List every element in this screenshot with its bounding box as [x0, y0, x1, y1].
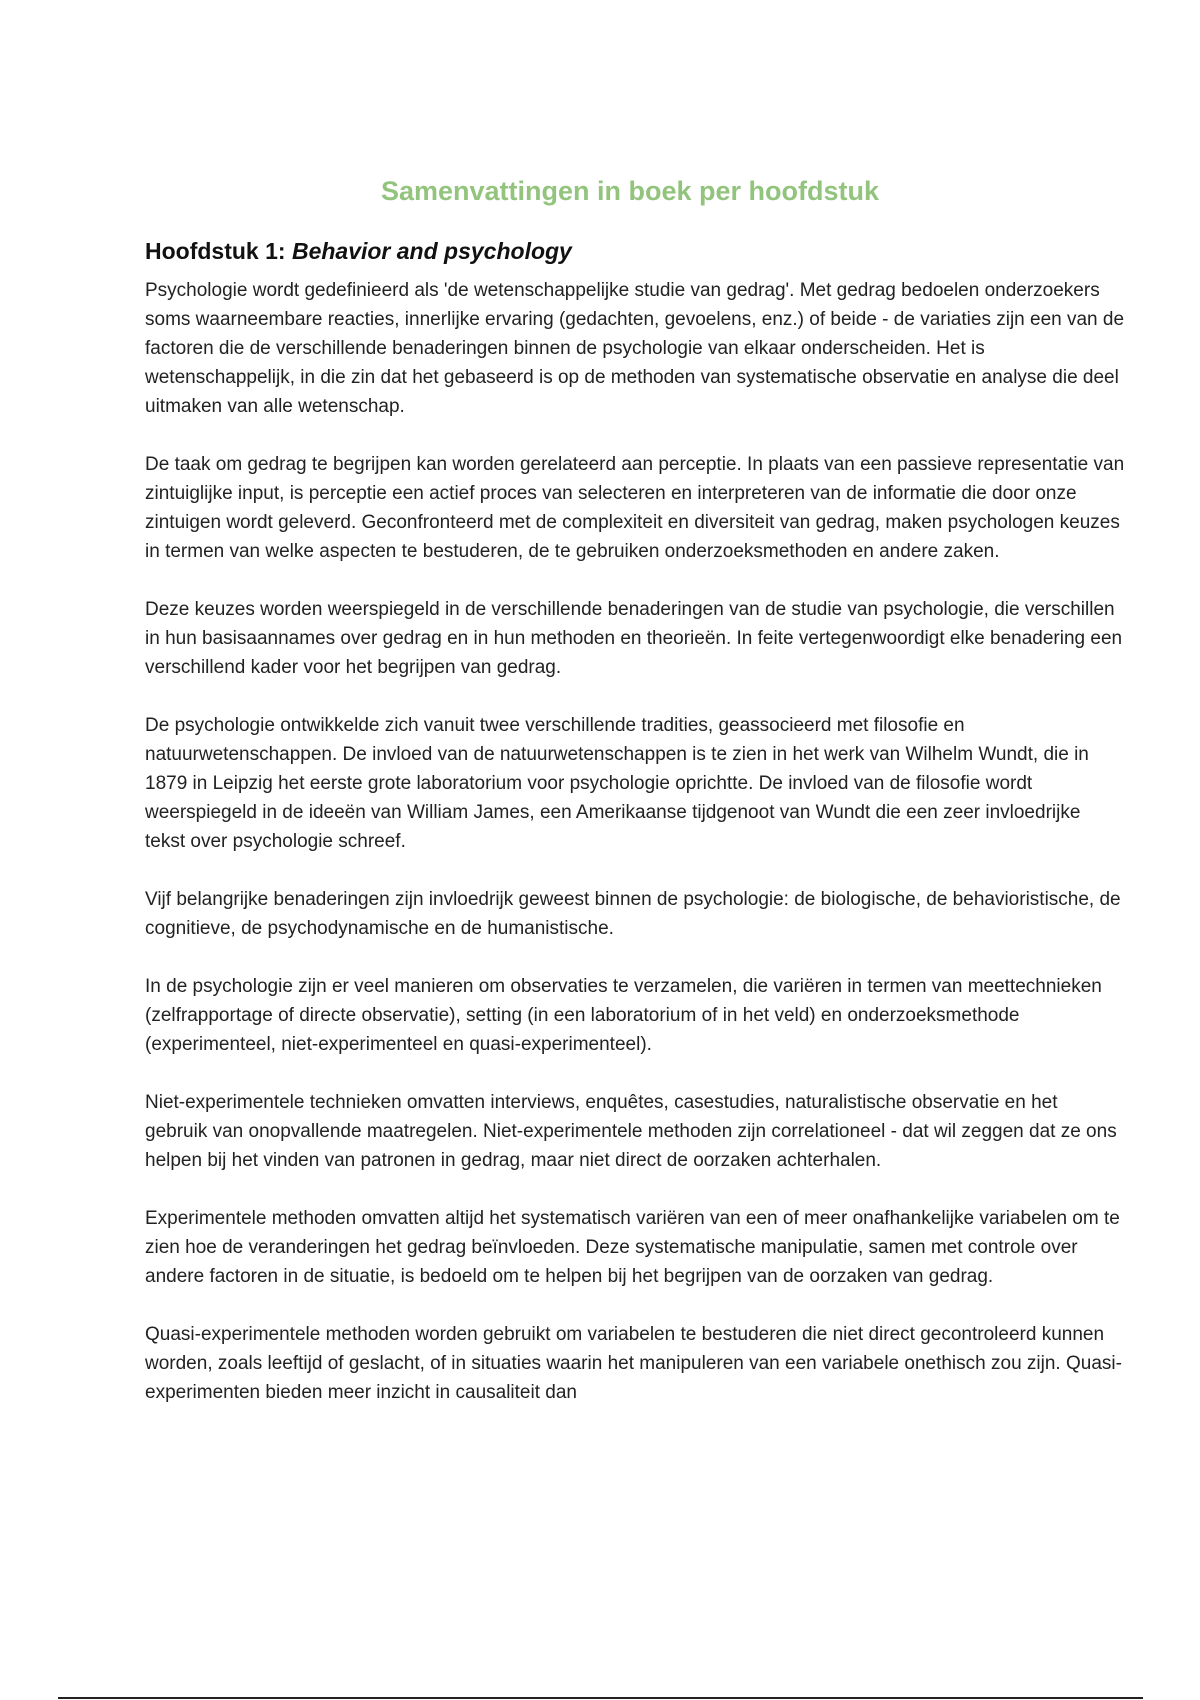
chapter-name: Behavior and psychology: [291, 238, 572, 264]
document-title: Samenvattingen in boek per hoofdstuk: [380, 176, 880, 206]
paragraph: De taak om gedrag te begrijpen kan worden gerelateerd aan perceptie. In plaats van een passieve representatie van zintuiglijke input, is perceptie een actief proces van selecteren en interpreteren van de informatie die door onze zintuigen wordt geleverd. Geconfronteerd met de complexiteit en diversiteit van gedrag, maken psychologen keuzes in termen van welke aspecten te bestuderen, de te gebruiken onderzoeksmethoden en andere zaken.: [145, 454, 1125, 562]
summary-body: [145, 276, 1125, 1436]
paragraph: Psychologie wordt gedefinieerd als 'de wetenschappelijke studie van gedrag'. Met gedrag bedoelen onderzoekers soms waarneembare reacties, innerlijke ervaring (gedachten, gevoelens, enz.) of beide - de variaties zijn een van de factoren die de verschillende benaderingen binnen de psychologie van elkaar onderscheiden. Het is wetenschappelijk, in die zin dat het gebaseerd is op de methoden van systematische observatie en analyse die deel uitmaken van alle wetenschap.: [145, 280, 1125, 417]
paragraph: In de psychologie zijn er veel manieren om observaties te verzamelen, die variëren in termen van meettechnieken (zelfrapportage of directe observatie), setting (in een laboratorium of in het veld) en onderzoeksmethode (experimenteel, niet-experimenteel en quasi-experimenteel).: [145, 976, 1102, 1055]
paragraph: Deze keuzes worden weerspiegeld in de verschillende benaderingen van de studie van psychologie, die verschillen in hun basisaannames over gedrag en in hun methoden en theorieën. In feite vertegenwoordigt elke benadering een verschillend kader voor het begrijpen van gedrag.: [145, 599, 1123, 678]
paragraph: De psychologie ontwikkelde zich vanuit twee verschillende tradities, geassocieerd met filosofie en natuurwetenschappen. De invloed van de natuurwetenschappen is te zien in het werk van Wilhelm Wundt, die in 1879 in Leipzig het eerste grote laboratorium voor psychologie oprichtte. De invloed van de filosofie wordt weerspiegeld in de ideeën van William James, een Amerikaanse tijdgenoot van Wundt die een zeer invloedrijke tekst over psychologie schreef.: [145, 715, 1089, 852]
paragraph: Experimentele methoden omvatten altijd het systematisch variëren van een of meer onafhankelijke variabelen om te zien hoe de veranderingen het gedrag beïnvloeden. Deze systematische manipulatie, samen met controle over andere factoren in de situatie, is bedoeld om te helpen bij het begrijpen van de oorzaken van gedrag.: [145, 1208, 1120, 1287]
paragraph: Vijf belangrijke benaderingen zijn invloedrijk geweest binnen de psychologie: de biologische, de behavioristische, de cognitieve, de psychodynamische en de humanistische.: [145, 889, 1121, 939]
footer-divider: [58, 1697, 1143, 1699]
paragraph: Quasi-experimentele methoden worden gebruikt om variabelen te bestuderen die niet direct gecontroleerd kunnen worden, zoals leeftijd of geslacht, of in situaties waarin het manipuleren van een variabele onethisch zou zijn. Quasi-experimenten bieden meer inzicht in causaliteit dan: [145, 1324, 1122, 1403]
paragraph: Niet-experimentele technieken omvatten interviews, enquêtes, casestudies, naturalistische observatie en het gebruik van onopvallende maatregelen. Niet-experimentele methoden zijn correlationeel - dat wil zeggen dat ze ons helpen bij het vinden van patronen in gedrag, maar niet direct de oorzaken achterhalen.: [145, 1092, 1117, 1171]
chapter-prefix: Hoofdstuk 1:: [145, 238, 292, 264]
chapter-heading: [145, 238, 572, 265]
